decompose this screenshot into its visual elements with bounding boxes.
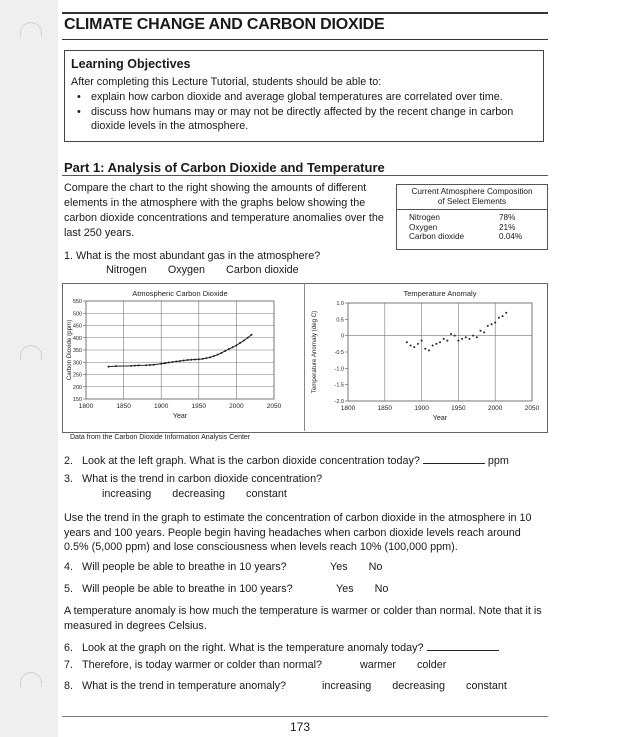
composition-table [396, 184, 548, 250]
y-tick-label: 250 [72, 372, 82, 379]
question-7 [64, 659, 322, 671]
question-number: 3. [64, 473, 74, 485]
y-tick-label: -1.5 [334, 382, 344, 389]
option-decreasing[interactable]: decreasing [392, 680, 446, 692]
data-point [472, 335, 474, 337]
data-point [421, 340, 423, 342]
temperature-anomaly-chart [308, 285, 544, 429]
y-tick-label: 550 [72, 299, 82, 305]
question-text: Will people be able to breathe in 10 years? [82, 561, 287, 573]
answer-blank-q6[interactable] [427, 640, 499, 651]
top-rule [62, 12, 548, 14]
x-tick-label: 2050 [266, 403, 282, 410]
x-tick-label: 2000 [487, 405, 503, 412]
y-tick-label: 0 [340, 333, 344, 340]
question-number: 4. [64, 561, 74, 573]
chart-title: Temperature Anomaly [403, 289, 477, 298]
question-7-options [360, 659, 464, 671]
question-2 [64, 453, 509, 467]
data-point [476, 336, 478, 338]
x-tick-label: 2050 [524, 405, 540, 412]
option-warmer[interactable]: warmer [360, 659, 396, 671]
data-point [479, 330, 481, 332]
option-constant[interactable]: constant [466, 680, 507, 692]
question-5 [64, 583, 293, 595]
page-title: CLIMATE CHANGE AND CARBON DIOXIDE [64, 16, 385, 33]
data-point [435, 343, 437, 345]
question-number: 8. [64, 680, 74, 692]
y-tick-label: 1.0 [336, 301, 344, 307]
element-percent: 78% [499, 213, 516, 222]
learning-objectives-box [64, 50, 544, 142]
x-tick-label: 1850 [377, 405, 393, 412]
y-axis-label: Carbon Dioxide (ppm) [66, 319, 73, 381]
part1-heading: Part 1: Analysis of Carbon Dioxide and Temperature [64, 160, 385, 175]
element-percent: 21% [499, 222, 516, 232]
y-tick-label: 350 [72, 348, 82, 354]
scan-margin [0, 0, 58, 737]
question-3-options [102, 488, 305, 500]
question-6 [64, 640, 499, 654]
unit-label: ppm [487, 455, 509, 467]
graphs-divider [304, 283, 305, 431]
x-tick-label: 1800 [78, 403, 94, 410]
data-point [483, 331, 485, 333]
question-text: What is the trend in temperature anomaly? [82, 680, 287, 692]
element-percent: 0.04% [499, 232, 523, 241]
chart-title: Atmospheric Carbon Dioxide [132, 289, 228, 298]
question-3 [64, 473, 322, 485]
question-8-options [322, 680, 525, 692]
x-tick-label: 2000 [229, 403, 244, 410]
question-number: 5. [64, 583, 74, 595]
option-colder[interactable]: colder [417, 659, 447, 671]
x-tick-label: 1900 [153, 403, 169, 410]
question-8 [64, 680, 286, 692]
question-text: Will people be able to breathe in 100 years? [82, 583, 293, 595]
option-increasing[interactable]: increasing [322, 680, 372, 692]
option-constant[interactable]: constant [246, 488, 287, 500]
data-point [439, 341, 441, 343]
question-text: What is the most abundant gas in the atmosphere? [76, 250, 321, 262]
x-axis-label: Year [432, 415, 448, 422]
option-yes[interactable]: Yes [330, 561, 348, 573]
data-point [505, 312, 507, 314]
element-name: Nitrogen [409, 213, 440, 222]
y-tick-label: 400 [72, 335, 82, 342]
estimate-paragraph: Use the trend in the graph to estimate the concentration of carbon dioxide in the atmosphere in 10 years and 100 years. People begin having headaches when carbon dioxide levels reach around 0.5% (5,000 ppm) and lose consciousness when levels reach 10% (100,000 ppm). [64, 512, 532, 553]
y-tick-label: -0.5 [334, 350, 344, 356]
question-number: 7. [64, 659, 74, 671]
question-number: 6. [64, 642, 74, 654]
data-point [498, 317, 500, 319]
option-carbon-dioxide[interactable]: Carbon dioxide [226, 264, 299, 276]
x-tick-label: 1950 [451, 405, 466, 412]
question-number: 1. [64, 250, 74, 262]
answer-blank-q2[interactable] [423, 453, 485, 464]
data-point [443, 338, 445, 340]
page-number: 173 [290, 720, 311, 734]
data-point [413, 346, 415, 348]
y-tick-label: 200 [72, 384, 82, 391]
question-4 [64, 561, 287, 573]
composition-row [397, 213, 547, 223]
part1-rule [62, 175, 548, 176]
question-4-options [330, 561, 400, 573]
plot-frame [348, 303, 532, 401]
question-1-options [106, 264, 317, 276]
data-point [461, 338, 463, 340]
question-text: Therefore, is today warmer or colder than normal? [82, 659, 323, 671]
y-tick-label: 450 [72, 323, 82, 330]
option-decreasing[interactable]: decreasing [172, 488, 226, 500]
x-tick-label: 1850 [116, 403, 131, 410]
data-point [468, 338, 470, 340]
data-point [487, 325, 489, 327]
data-point [410, 344, 412, 346]
worksheet-page [58, 0, 617, 737]
x-tick-label: 1900 [414, 405, 429, 412]
data-point [424, 348, 426, 350]
x-axis-label: Year [172, 413, 188, 420]
question-text: Look at the graph on the right. What is the temperature anomaly today? [82, 642, 424, 654]
data-point [428, 349, 430, 351]
composition-row [397, 223, 547, 233]
data-point [406, 341, 408, 343]
element-name: Carbon dioxide [409, 232, 465, 241]
data-point [446, 340, 448, 342]
objectives-heading: Learning Objectives [71, 57, 191, 71]
option-yes[interactable]: Yes [336, 583, 354, 595]
option-oxygen[interactable]: Oxygen [167, 264, 206, 276]
binder-ring-mark [20, 672, 42, 687]
x-tick-label: 1800 [340, 405, 356, 412]
question-5-options [336, 583, 406, 595]
element-name: Oxygen [409, 222, 438, 232]
composition-row [397, 232, 547, 242]
binder-ring-mark [20, 345, 42, 360]
y-tick-label: -2.0 [334, 399, 344, 405]
bottom-rule [62, 716, 548, 717]
option-no[interactable]: No [368, 561, 383, 573]
y-tick-label: -1.0 [334, 366, 344, 373]
composition-heading-line1: Current Atmosphere Composition [411, 187, 533, 196]
data-source-note: Data from the Carbon Dioxide Information Analysis Center [70, 434, 251, 441]
composition-header [397, 185, 547, 210]
data-point [454, 335, 456, 337]
question-text: Look at the left graph. What is the carbon dioxide concentration today? [82, 455, 420, 467]
question-1 [64, 250, 320, 262]
data-point [432, 344, 434, 346]
option-nitrogen[interactable]: Nitrogen [106, 264, 147, 276]
anomaly-definition-paragraph: A temperature anomaly is how much the temperature is warmer or colder than normal. Note that it is measured in degrees Celsius. [64, 605, 542, 632]
data-point [417, 343, 419, 345]
y-tick-label: 300 [72, 360, 82, 367]
composition-heading-line2: of Select Elements [437, 197, 507, 206]
data-point [457, 340, 459, 342]
data-point [491, 323, 493, 325]
data-point [502, 315, 504, 317]
y-tick-label: 150 [72, 397, 82, 403]
x-tick-label: 1950 [191, 403, 207, 410]
data-point [465, 336, 467, 338]
y-tick-label: 500 [72, 311, 82, 318]
y-axis-label: Temperature Anomaly (deg C) [311, 310, 318, 394]
option-increasing[interactable]: increasing [102, 488, 152, 500]
co2-chart [64, 285, 302, 429]
part1-intro: Compare the chart to the right showing the amounts of different elements in the atmosphere with the graphs below showing the carbon dioxide concentrations and temperature anomalies over the last 250 years. [64, 182, 384, 239]
option-no[interactable]: No [374, 583, 389, 595]
title-rule [62, 39, 548, 40]
question-text: What is the trend in carbon dioxide concentration? [82, 473, 323, 485]
objective-item: • explain how carbon dioxide and average global temperatures are correlated over time. [71, 90, 543, 105]
objective-item: • discuss how humans may or may not be directly affected by the recent change in carbon dioxide levels in the atmosphere. [71, 105, 543, 134]
data-point [450, 333, 452, 335]
objectives-intro: After completing this Lecture Tutorial, students should be able to: [71, 76, 382, 88]
question-number: 2. [64, 455, 74, 467]
data-point [494, 322, 496, 324]
binder-ring-mark [20, 22, 42, 37]
y-tick-label: 0.5 [336, 317, 344, 324]
